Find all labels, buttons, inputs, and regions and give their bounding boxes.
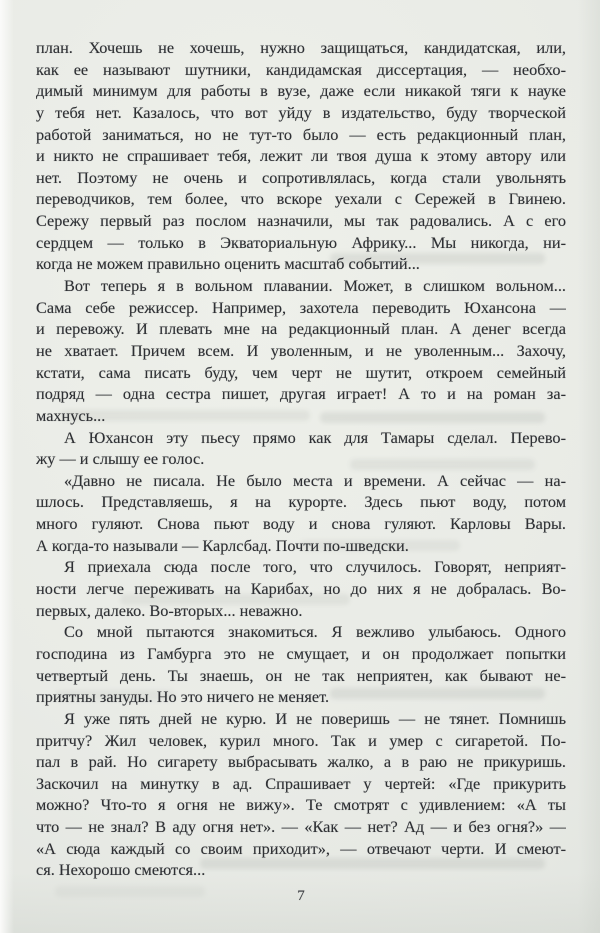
text-line: димый минимум для работы в вузе, даже если никакой тяги к науке bbox=[36, 81, 566, 101]
text-line: Вот теперь я в вольном плавании. Может, в слишком вольном... bbox=[64, 276, 566, 296]
text-line: когда не можем правильно оценить масштаб событий... bbox=[36, 254, 420, 274]
text-line: пал в рай. Но сигарету выбрасывать жалко, а в раю не прикуришь. bbox=[36, 752, 566, 772]
text-line: Я приехала сюда после того, что случилось. Говорят, неприят- bbox=[64, 557, 566, 577]
text-line: Сама себе режиссер. Например, захотела переводить Юхансона — bbox=[36, 297, 566, 317]
text-line: кстати, сама писать буду, чем черт не шутит, откроем семейный bbox=[36, 362, 566, 382]
text-line: и перевожу. И плевать мне на редакционный план. А денег всегда bbox=[36, 319, 566, 339]
text-line: Заскочил на минутку в ад. Спрашивает у чертей: «Где прикурить bbox=[36, 773, 566, 793]
text-line: как ее называют шутники, кандидамская диссертация, — необхо- bbox=[36, 59, 566, 79]
text-line: махнусь... bbox=[36, 405, 106, 425]
page-number: 7 bbox=[297, 888, 305, 904]
text-line: у тебя нет. Казалось, что вот уйду в издательство, буду творческой bbox=[36, 102, 566, 122]
text-line: А когда-то называли — Карлсбад. Почти по-шведски. bbox=[36, 535, 409, 555]
text-line: что — не знал? В аду огня нет». — «Как — нет? Ад — и без огня?» — bbox=[36, 817, 566, 837]
text-line: подряд — одна сестра пишет, другая играет! А то и на роман за- bbox=[36, 384, 566, 404]
text-line: сердцем — только в Экваториальную Африку... Мы никогда, ни- bbox=[36, 232, 566, 252]
text-block bbox=[36, 37, 566, 881]
text-line: жу — и слышу ее голос. bbox=[36, 449, 205, 469]
text-line: Со мной пытаются знакомиться. Я вежливо улыбаюсь. Одного bbox=[64, 622, 566, 642]
text-line: нет. Поэтому не очень и сопротивлялась, когда стали увольнять bbox=[36, 167, 566, 187]
text-line: А Юхансон эту пьесу прямо как для Тамары сделал. Перево- bbox=[64, 427, 566, 447]
text-line: господина из Гамбурга это не смущает, и он продолжает попытки bbox=[36, 643, 566, 663]
text-line: ся. Нехорошо смеются... bbox=[36, 860, 206, 880]
text-line: приятны зануды. Но это ничего не меняет. bbox=[36, 687, 330, 707]
text-line: ности легче переживать на Карибах, но до них я не добралась. Во- bbox=[36, 579, 566, 599]
text-line: Сережу первый раз послом назначили, мы так радовались. А с его bbox=[36, 211, 566, 231]
text-line: четвертый день. Ты знаешь, он не так неприятен, как бывают не- bbox=[36, 665, 566, 685]
text-line: «А сюда каждый со своим приходит», — отвечают черти. И смеют- bbox=[36, 838, 566, 858]
text-line: работой заниматься, но не тут-то было — есть редакционный план, bbox=[36, 124, 566, 144]
text-line: много гуляют. Снова пьют воду и снова гуляют. Карловы Вары. bbox=[36, 514, 566, 534]
text-line: переводчиков, тем более, что вскоре уехали с Сережей в Гвинею. bbox=[36, 189, 566, 209]
text-line: «Давно не писала. Не было места и времени. А сейчас — на- bbox=[64, 470, 566, 490]
text-line: первых, далеко. Во-вторых... неважно. bbox=[36, 600, 303, 620]
text-line: шлось. Представляешь, я на курорте. Здесь пьют воду, потом bbox=[36, 492, 566, 512]
text-line: и никто не спрашивает тебя, лежит ли твоя душа к этому автору или bbox=[36, 146, 566, 166]
text-line: план. Хочешь не хочешь, нужно защищаться, кандидатская, или, bbox=[36, 38, 566, 57]
text-line: Я уже пять дней не курю. И не поверишь — не тянет. Помнишь bbox=[64, 708, 566, 728]
text-line: не хватает. Причем всем. И уволенным, и не уволенным... Захочу, bbox=[36, 340, 566, 360]
text-line: можно? Что-то я огня не вижу». Те смотрят с удивлением: «А ты bbox=[36, 795, 566, 815]
text-line: притчу? Жил человек, курил много. Так и умер с сигаретой. По- bbox=[36, 730, 566, 750]
